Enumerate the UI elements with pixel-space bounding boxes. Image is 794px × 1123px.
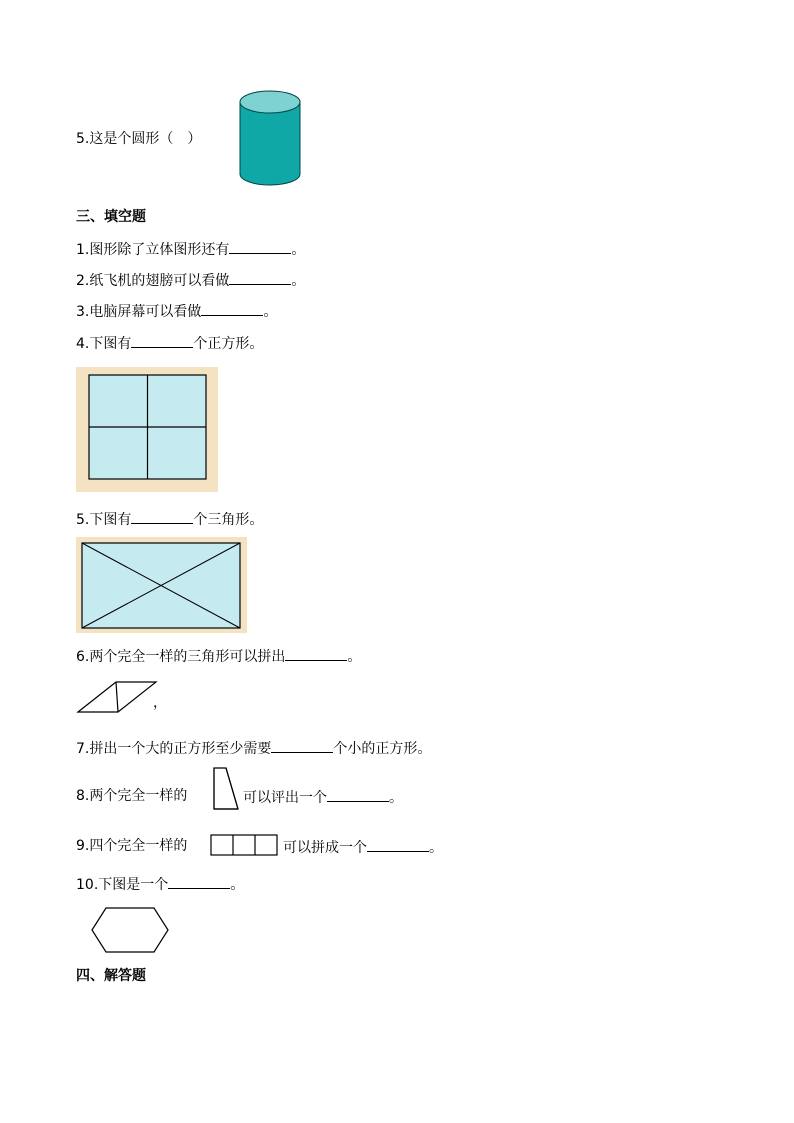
answer-blank[interactable] — [285, 646, 347, 661]
crossed-rectangle-figure-frame — [76, 537, 247, 633]
fill-q2: 2.纸飞机的翅膀可以看做 。 — [76, 270, 305, 290]
parallelogram-comma: ， — [153, 695, 167, 711]
square-grid-figure-frame — [76, 367, 218, 492]
answer-blank[interactable] — [367, 837, 429, 852]
fill-q8-after: 可以评出一个 。 — [243, 787, 403, 807]
fill-q4: 4.下图有 个正方形。 — [76, 333, 263, 353]
fill-q1: 1.图形除了立体图形还有 。 — [76, 239, 305, 259]
section-4-title: 四、解答题 — [76, 968, 146, 984]
fill-q3: 3.电脑屏幕可以看做 。 — [76, 301, 277, 321]
fill-q9-before: 9.四个完全一样的 — [76, 838, 188, 854]
three-squares-figure — [209, 833, 281, 857]
answer-blank[interactable] — [131, 509, 193, 524]
answer-blank[interactable] — [201, 301, 263, 316]
answer-blank[interactable] — [229, 239, 291, 254]
answer-blank[interactable] — [229, 270, 291, 285]
answer-blank[interactable] — [168, 874, 230, 889]
answer-blank[interactable] — [327, 787, 389, 802]
answer-blank[interactable] — [131, 333, 193, 348]
crossed-rectangle-figure — [76, 537, 247, 633]
fill-q9-after: 可以拼成一个 。 — [283, 837, 443, 857]
parallelogram-figure — [76, 680, 158, 714]
fill-q5: 5.下图有 个三角形。 — [76, 509, 263, 529]
answer-blank[interactable] — [271, 738, 333, 753]
fill-q7: 7.拼出一个大的正方形至少需要 个小的正方形。 — [76, 738, 431, 758]
hexagon-figure — [90, 906, 170, 954]
section-3-title: 三、填空题 — [76, 209, 146, 225]
fill-q8-before: 8.两个完全一样的 — [76, 788, 188, 804]
q5-judge-text: 5.这是个圆形（ ） — [76, 131, 202, 147]
square-grid-figure — [76, 367, 218, 492]
fill-q10: 10.下图是一个 。 — [76, 874, 244, 894]
cylinder-figure — [238, 90, 304, 188]
right-triangle-figure — [212, 766, 242, 812]
fill-q6: 6.两个完全一样的三角形可以拼出 。 — [76, 646, 361, 666]
